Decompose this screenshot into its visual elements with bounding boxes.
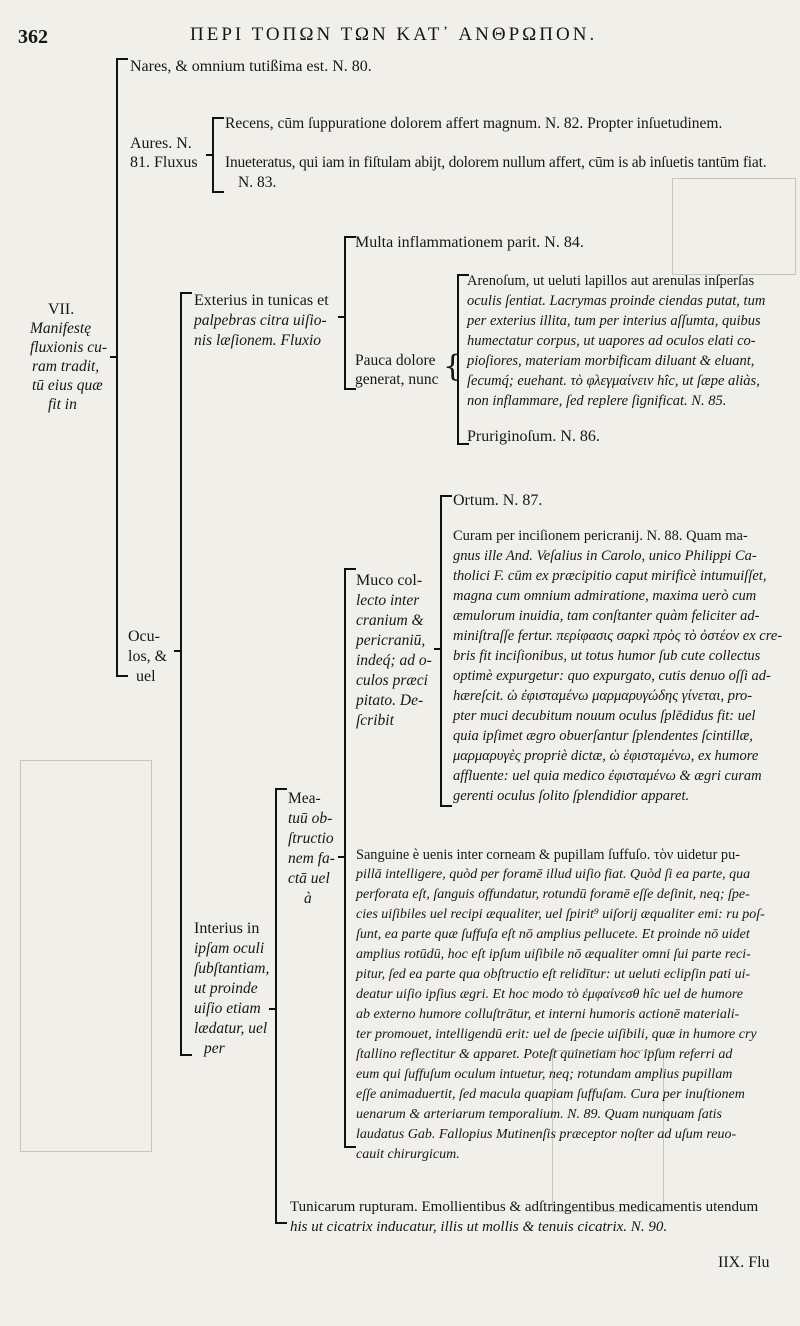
curam-line: pter muci decubitum nouum oculus ſplēdidus fit: uel <box>453 708 756 724</box>
meatus-label: tuū ob- <box>288 810 333 827</box>
catchword: IIX. Flu <box>718 1254 770 1271</box>
meatus-label: ctā uel <box>288 870 330 887</box>
sanguine-line: cies uiſibiles uel recipi æqualiter, uel ſpirit⁹ uiſorij æqualiter emi: ru poſ- <box>356 907 765 922</box>
curam-line: gerenti oculus ſolito ſplendidior apparet. <box>453 788 690 804</box>
sanguine-line: pillā intelligere, quòd per foramē illud uiſio fiat. Quòd ſi ea parte, qua <box>356 867 751 882</box>
arenosum-line: non inflammare, ſed replere ſignificat. N. 85. <box>467 393 727 409</box>
sanguine-line: amplius rotūdū, hoc eſt ipſum uiſibile nō æqualiter omni ſui parte reci- <box>356 947 751 962</box>
arenosum-line: per exterius illita, tum per interius aſſumta, quibus <box>467 313 761 329</box>
meatus-bracket-tip <box>338 856 344 858</box>
muco-label: culos præci <box>356 672 428 689</box>
meatus-label: nem fa- <box>288 850 335 867</box>
side-heading-line: ram tradit, <box>32 358 100 375</box>
page-number: 362 <box>18 26 48 48</box>
sanguine-line: ter promouet, intelligendū erit: uel de ſpecie uiſibili, quæ in humore cry <box>356 1027 757 1042</box>
ortum-entry: Ortum. N. 87. <box>453 492 543 509</box>
arenosum-line: Arenoſum, ut ueluti lapillos aut arenulas inſperſas <box>467 273 755 289</box>
sanguine-line: pitur, ſed ea parte qua obſtructio eſt relidītur: ut ueluti eclipſin pati ui- <box>356 967 751 982</box>
exterius-label: palpebras citra uiſio- <box>194 312 327 329</box>
curam-line: gnus ille And. Veſalius in Carolo, unico Philippi Ca- <box>453 548 757 564</box>
sanguine-line: Sanguine è uenis inter corneam & pupillam ſuffuſo. τὸν uidetur pu- <box>356 847 740 863</box>
muco-label: pitato. De- <box>356 692 424 709</box>
oculos-bracket <box>180 292 192 1056</box>
muco-bracket-tip <box>434 648 440 650</box>
running-title: ΠΕΡΙ ΤΟΠΩΝ ΤΩΝ ΚΑΤ᾿ ΑΝΘΡΩΠΟΝ. <box>190 24 598 45</box>
curam-line: affluente: uel quia medico ἐφισταμένω & ægri curam <box>453 768 762 784</box>
arenosum-line: ſecumq́; euehant. τὸ φλεγμαίνειν hîc, ut ſæpe aliàs, <box>467 373 760 389</box>
exterius-pauca: Pauca dolore <box>355 352 436 369</box>
curam-line: μαρμαρυγὲς propriè dictæ, ὡ ἐφισταμένω, ex humore <box>453 748 759 764</box>
aures-inveteratus-number: N. 83. <box>238 174 277 191</box>
meatus-label: à <box>304 890 312 907</box>
meatus-bracket <box>344 568 356 1148</box>
interius-label: Interius in <box>194 920 260 937</box>
nares-entry: Nares, & omnium tutißima est. N. 80. <box>130 58 372 75</box>
aures-bracket <box>212 117 224 193</box>
side-heading-line: fluxionis cu- <box>30 339 108 356</box>
curam-line: miniſtraſſe fertur. περίφασις σαρκὶ πρὸς τὸ ὀστέον ex cre- <box>453 628 783 644</box>
interius-label: ipſam oculi <box>194 940 265 957</box>
tunicarum-line: his ut cicatrix inducatur, illis ut mollis & tenuis cicatrix. N. 90. <box>290 1219 668 1235</box>
oculos-label: Ocu- <box>128 628 160 645</box>
sanguine-line: laudatus Gab. Fallopius Mutinenſis præceptor noſter ad uſum reuo- <box>356 1127 737 1142</box>
sanguine-line: uenarum & arteriarum temporalium. N. 89. Quam nunquam ſatis <box>356 1107 722 1122</box>
interius-label: ſubſtantiam, <box>194 960 270 977</box>
exterius-bracket-tip <box>338 316 344 318</box>
exterius-label: nis læſionem. Fluxio <box>194 332 322 349</box>
curam-line: quia ipſimet ægro obuerſantur ſplendentes ſcintillæ, <box>453 728 753 744</box>
meatus-label: Mea- <box>288 790 321 807</box>
muco-label: Muco col- <box>356 572 423 589</box>
main-bracket <box>116 58 128 677</box>
curam-line: magna cum omnium admiratione, maxima uerò cum <box>453 588 757 604</box>
main-bracket-tip <box>110 356 116 358</box>
arenosum-line: pioſiores, materiam morbificam diluant & eluant, <box>467 353 755 369</box>
section-number: VII. <box>48 301 75 318</box>
oculos-label: los, & <box>128 648 168 665</box>
side-heading-line: tū eius quæ <box>32 377 103 394</box>
sanguine-line: ſtallino reflectitur & apparet. Poteſt quinetiam hoc ipſum referri ad <box>356 1047 733 1062</box>
curam-line: hæreſcit. ὡ ἐφισταμένω μαρμαρυγώδης γίνεται, pro- <box>453 688 753 704</box>
sanguine-line: perforata eſt, ſanguis offundatur, rotundū foramē eſſe deſinit, neq; ſpe- <box>356 887 750 902</box>
aures-inveteratus: Inueteratus, qui iam in fiſtulam abijt, dolorem nullum affert, cūm is ab inſuetis tantūm fiat. <box>225 154 767 171</box>
aures-label: Aures. N. <box>130 135 192 152</box>
bleed-box-left <box>20 760 152 1152</box>
muco-label: cranium & <box>356 612 424 629</box>
interius-label: per <box>204 1040 225 1057</box>
pauca-brace: { <box>443 349 463 384</box>
sanguine-line: ſunt, ea parte quæ ſuffuſa eſt nō amplius pellucete. Et proinde nō uidet <box>356 927 750 942</box>
meatus-label: ſtructio <box>288 830 334 847</box>
sanguine-line: eſſe animaduertit, ſed macula quapiam ſuffuſam. Cura per inuſtionem <box>356 1087 745 1102</box>
exterius-pauca: generat, nunc <box>355 371 439 388</box>
muco-label: ſcribit <box>356 712 394 729</box>
curam-line: optimè expurgetur: quo expurgato, cutis denuo oſſi ad- <box>453 668 771 684</box>
tunicarum-line: Tunicarum rupturam. Emollientibus & adſtringentibus medicamentis utendum <box>290 1199 759 1215</box>
muco-label: lecto inter <box>356 592 420 609</box>
sanguine-line: eum qui ſuffuſum oculum intuetur, neq; rotundam amplius pupillam <box>356 1067 733 1082</box>
sanguine-line: ab externo humore colluſtrātur, et interni humoris actionē materiali- <box>356 1007 740 1022</box>
bleed-box-right <box>672 178 796 275</box>
curam-line: æmulorum inuidia, tam conſtanter quàm feliciter ad- <box>453 608 760 624</box>
interius-label: ut proinde <box>194 980 258 997</box>
oculos-label: uel <box>136 668 156 685</box>
aures-bracket-tip <box>206 154 212 156</box>
arenosum-line: humectatur corpus, ut uapores ad oculos elati co- <box>467 333 756 349</box>
interius-bracket <box>275 788 287 1224</box>
interius-bracket-tip <box>269 1008 275 1010</box>
sanguine-line: cauit chirurgicum. <box>356 1147 460 1162</box>
side-heading-line: Manifestę <box>30 320 92 337</box>
exterius-label: Exterius in tunicas et <box>194 292 329 309</box>
muco-label: indeq́; ad o- <box>356 652 432 669</box>
muco-label: pericraniū, <box>356 632 426 649</box>
pruriginosum-entry: Pruriginoſum. N. 86. <box>467 428 600 445</box>
exterius-multa: Multa inflammationem parit. N. 84. <box>355 234 584 251</box>
curam-line: bris fit inciſionibus, ut totus humor ſub cute collectus <box>453 648 761 664</box>
muco-bracket <box>440 495 452 807</box>
aures-label: 81. Fluxus <box>130 154 198 171</box>
curam-line: tholici F. cūm ex præcipitio caput mirificè intumuiſſet, <box>453 568 767 584</box>
curam-line: Curam per inciſionem pericranij. N. 88. Quam ma- <box>453 528 748 544</box>
sanguine-line: deatur uiſio ipſius ægri. Et hoc modo τὸ ἐμφαίνεσθ hîc uel de humore <box>356 987 744 1002</box>
interius-label: lædatur, uel <box>194 1020 268 1037</box>
aures-recens: Recens, cūm ſuppuratione dolorem affert magnum. N. 82. Propter inſuetudinem. <box>225 115 723 132</box>
oculos-bracket-tip <box>174 650 180 652</box>
interius-label: uiſio etiam <box>194 1000 261 1017</box>
arenosum-line: oculis ſentiat. Lacrymas proinde ciendas putat, tum <box>467 293 766 309</box>
side-heading-line: fit in <box>48 396 77 413</box>
